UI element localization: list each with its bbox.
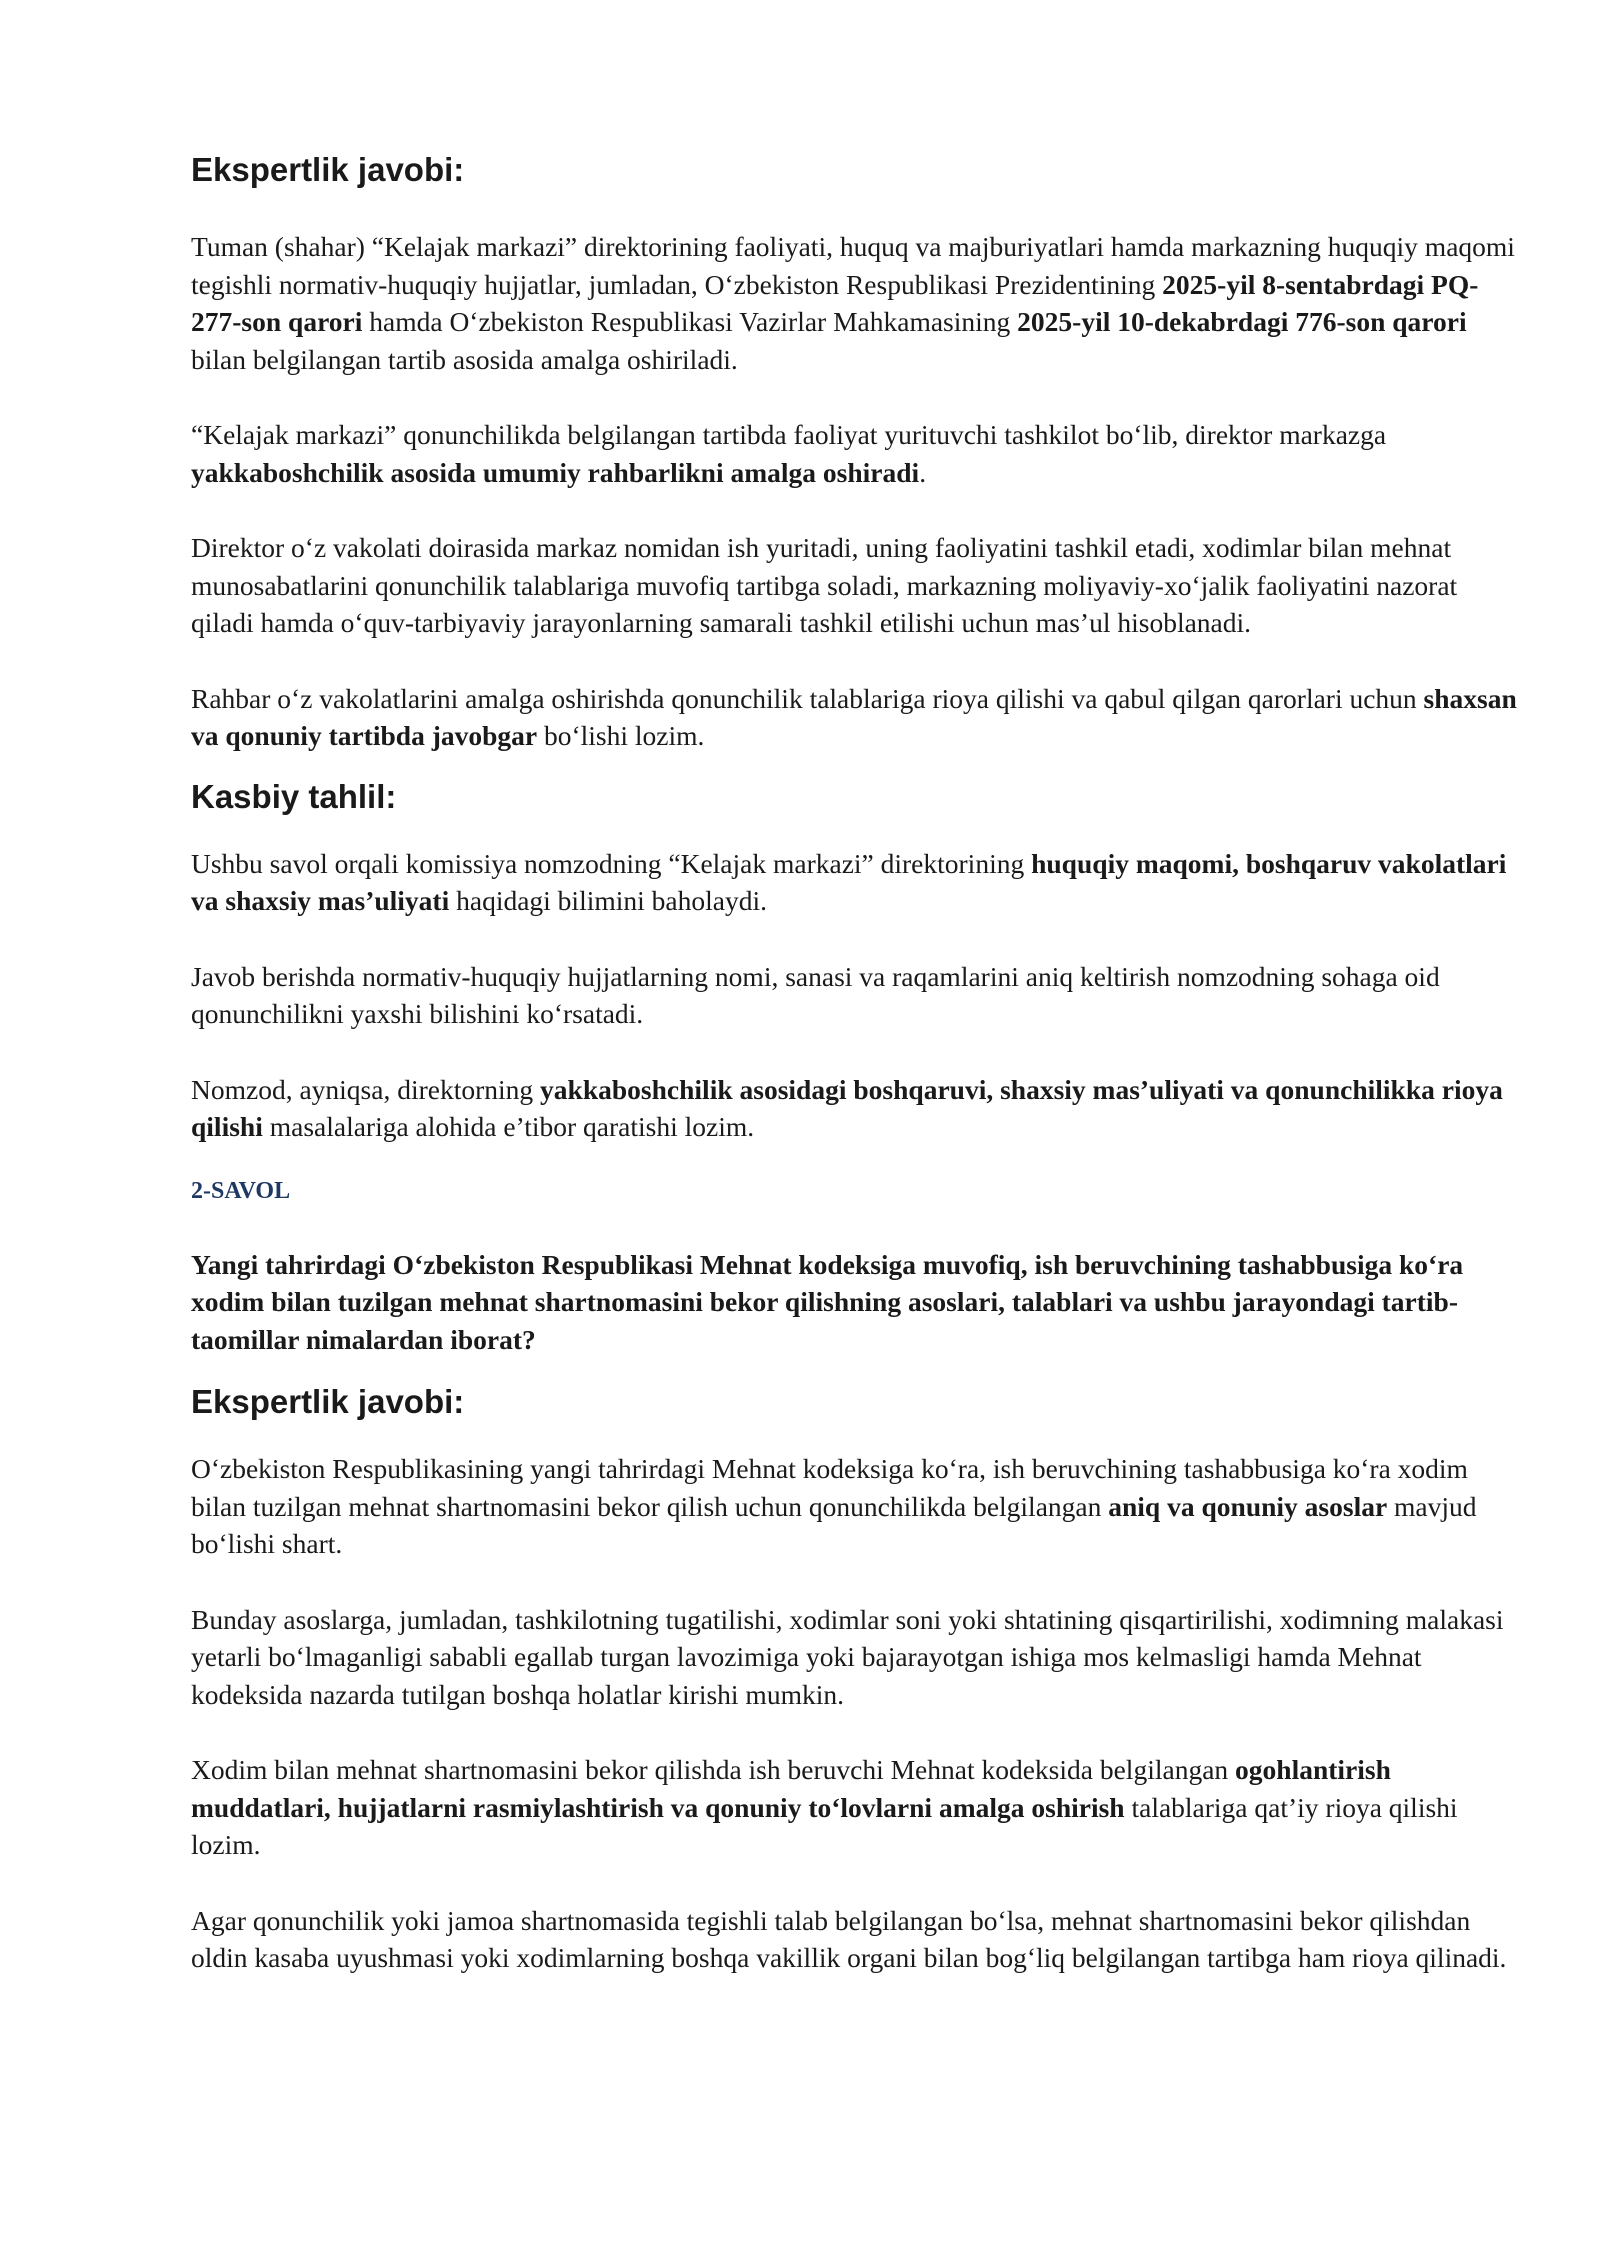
paragraph: Rahbar o‘z vakolatlarini amalga oshirishda qonunchilik talablariga rioya qilishi va qabul qilgan qarorlari uchun shaxsan va qonuniy tartibda javobgar bo‘lishi lozim. [191, 682, 1517, 751]
paragraph: Xodim bilan mehnat shartnomasini bekor qilishda ish beruvchi Mehnat kodeksida belgilangan ogohlantirish muddatlari, hujjatlarni rasmiylashtirish va qonuniy to‘lovlarni amalga oshirish talablariga qat’iy rioya qilishi lozim. [191, 1754, 1458, 1860]
paragraph: Bunday asoslarga, jumladan, tashkilotning tugatilishi, xodimlar soni yoki shtatining qisqartirilishi, xodimning malakasi yetarli bo‘lmaganligi sababli egallab turgan lavozimiga yoki bajarayotgan ishiga mos kelmasligi hamda Mehnat kodeksida nazarda tutilgan boshqa holatlar kirishi mumkin. [191, 1603, 1504, 1710]
paragraph: O‘zbekiston Respublikasining yangi tahrirdagi Mehnat kodeksiga ko‘ra, ish beruvchining tashabbusiga ko‘ra xodim bilan tuzilgan mehnat shartnomasini bekor qilish uchun qonunchilikda belgilangan aniq va qonuniy asoslar mavjud bo‘lishi shart. [191, 1453, 1477, 1559]
paragraph: Agar qonunchilik yoki jamoa shartnomasida tegishli talab belgilangan bo‘lsa, mehnat shartnomasini bekor qilishdan oldin kasaba uyushmasi yoki xodimlarning boshqa vakillik organi bilan bog‘liq belgilangan tartibga ham rioya qilinadi. [191, 1904, 1507, 1973]
paragraph: “Kelajak markazi” qonunchilikda belgilangan tartibda faoliyat yurituvchi tashkilot bo‘lib, direktor markazga yakkaboshchilik asosida umumiy rahbarlikni amalga oshiradi. [191, 419, 1387, 488]
paragraph: Ushbu savol orqali komissiya nomzodning “Kelajak markazi” direktorining huquqiy maqomi, boshqaruv vakolatlari va shaxsiy mas’uliyati haqidagi bilimini baholaydi. [191, 847, 1507, 916]
paragraph: Tuman (shahar) “Kelajak markazi” direktorining faoliyati, huquq va majburiyatlari hamda markazning huquqiy maqomi tegishli normativ-huquqiy hujjatlar, jumladan, O‘zbekiston Respublikasi Prezidentining 2025-yil 8-sentabrdagi PQ-277-son qarori hamda O‘zbekiston Respublikasi Vazirlar Mahkamasining 2025-yil 10-dekabrdagi 776-son qarori bilan belgilangan tartib asosida amalga oshiriladi. [191, 231, 1515, 375]
section-heading-expert-answer: Ekspertlik javobi: [191, 1383, 465, 1420]
paragraph: Direktor o‘z vakolati doirasida markaz nomidan ish yuritadi, uning faoliyatini tashkil etadi, xodimlar bilan mehnat munosabatlarini qonunchilik talablariga muvofiq tartibga soladi, markazning moliyaviy-xo‘jalik faoliyatini nazorat qiladi hamda o‘quv-tarbiyaviy jarayonlarning samarali tashkil etilishi uchun mas’ul hisoblanadi. [191, 532, 1458, 638]
section-heading-professional-analysis: Kasbiy tahlil: [191, 777, 397, 815]
paragraph: Javob berishda normativ-huquqiy hujjatlarning nomi, sanasi va raqamlarini aniq keltirish nomzodning sohaga oid qonunchilikni yaxshi bilishini ko‘rsatadi. [191, 960, 1440, 1029]
document-page [191, 150, 1521, 1977]
question-text: Yangi tahrirdagi O‘zbekiston Respublikasi Mehnat kodeksiga muvofiq, ish beruvchining tashabbusiga ko‘ra xodim bilan tuzilgan mehnat shartnomasini bekor qilishning asoslari, talablari va ushbu jarayondagi tartib-taomillar nimalardan iborat? [191, 1248, 1464, 1355]
question-label: 2-SAVOL [191, 1177, 291, 1204]
paragraph: Nomzod, ayniqsa, direktorning yakkaboshchilik asosidagi boshqaruvi, shaxsiy mas’uliyati va qonunchilikka rioya qilishi masalalariga alohida e’tibor qaratishi lozim. [191, 1073, 1503, 1142]
section-heading-expert-answer: Ekspertlik javobi: [191, 151, 465, 188]
